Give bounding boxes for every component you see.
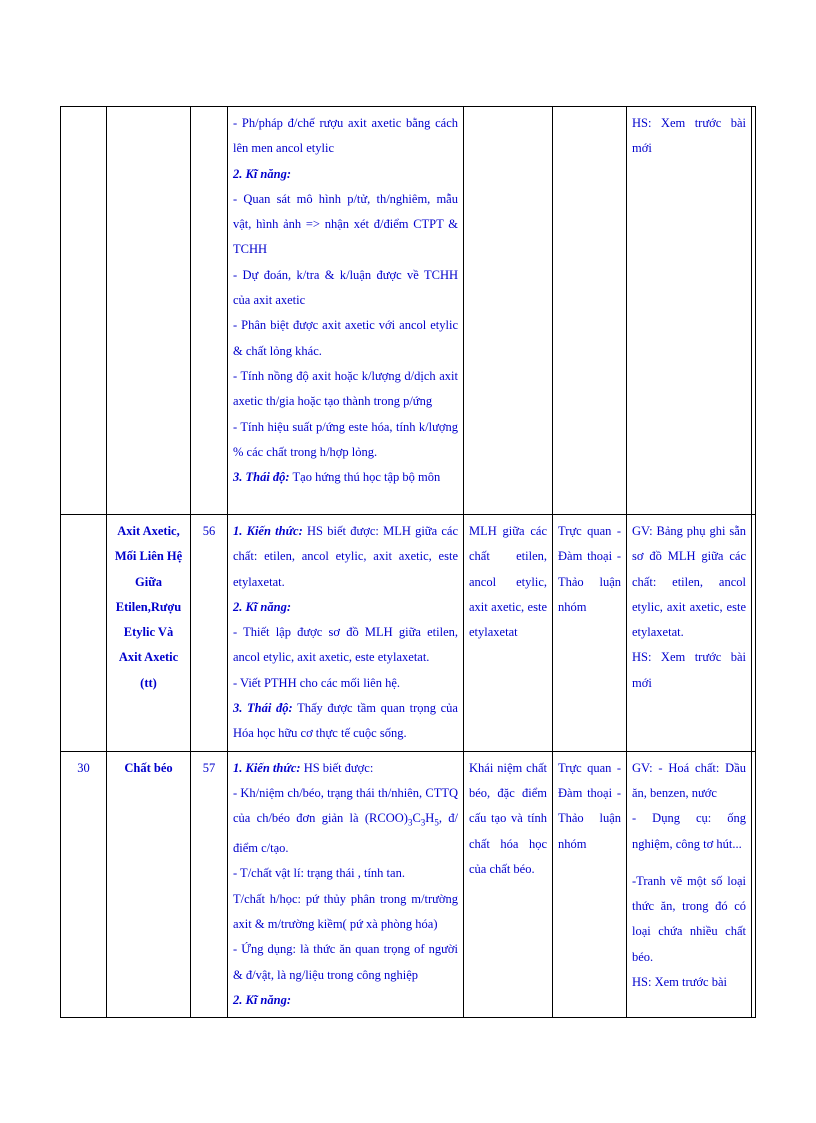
objective-line: - Tính hiệu suất p/ứng este hóa, tính k/lượng % các chất trong h/hợp lỏng.	[233, 419, 458, 459]
method-cell: Trực quan - Đàm thoại - Thảo luận nhóm	[553, 751, 627, 1017]
formula-subscript: 3	[420, 817, 426, 828]
attitude-line	[233, 696, 458, 747]
formula-subscript: 5	[434, 817, 439, 828]
lesson-name-cell	[107, 107, 191, 515]
lesson-number-cell	[191, 107, 228, 515]
formula-part: , đ/điểm c/tạo.	[233, 811, 458, 856]
lesson-number-cell: 56	[191, 515, 228, 752]
objective-line: - T/chất vật lí: trạng thái , tính tan.	[233, 866, 405, 881]
note-cell	[752, 515, 756, 752]
table-row	[61, 107, 756, 515]
objectives-cell	[228, 751, 464, 1017]
objectives-cell	[228, 515, 464, 752]
preparation-cell	[627, 515, 752, 752]
lesson-name-cell: Chất béo	[107, 751, 191, 1017]
table-row	[61, 515, 756, 752]
week-cell	[61, 107, 107, 515]
prep-line: GV: - Hoá chất: Dầu ăn, benzen, nước	[632, 760, 746, 800]
objective-line: - Ứng dụng: là thức ăn quan trọng of người & đ/vật, là ng/liệu trong công nghiệp	[233, 942, 458, 982]
week-cell: 30	[61, 751, 107, 1017]
skills-heading: 2. Kĩ năng:	[233, 166, 292, 181]
attitude-heading: 3. Thái độ:	[233, 701, 293, 716]
objective-line: - Ph/pháp đ/chế rượu axit axetic bằng cách lên men ancol etylic	[233, 116, 458, 156]
note-cell	[752, 751, 756, 1017]
lesson-number-cell: 57	[191, 751, 228, 1017]
prep-line: GV: Bảng phụ ghi sẵn sơ đồ MLH giữa các chất: etilen, ancol etylic, axit axetic, este etylaxetat.	[632, 524, 746, 640]
method-cell	[553, 107, 627, 515]
formula-part: - Kh/niệm ch/béo, trạng thái th/nhiên, CTTQ của ch/béo đơn giản là (RCOO)	[233, 785, 458, 826]
knowledge-heading: 1. Kiến thức:	[233, 524, 303, 538]
focus-cell	[464, 107, 553, 515]
skills-heading: 2. Kĩ năng:	[233, 599, 292, 614]
formula-part: H	[425, 811, 435, 826]
prep-line: - Dụng cụ: ống nghiệm, công tơ hút...	[632, 811, 746, 851]
week-cell	[61, 515, 107, 752]
note-cell	[752, 107, 756, 515]
attitude-text: Thấy được tầm quan trọng của Hóa học hữu cơ thực tế cuộc sống.	[233, 701, 458, 741]
method-cell: Trực quan - Đàm thoại - Thảo luận nhóm	[553, 515, 627, 752]
objective-line	[233, 781, 458, 861]
lesson-name-cell: Axit Axetic, Mối Liên Hệ Giữa Etilen,Rượu Etylic Và Axit Axetic (tt)	[107, 515, 191, 752]
attitude-heading: 3. Thái độ:	[233, 470, 290, 485]
objective-line: - Thiết lập được sơ đồ MLH giữa etilen, ancol etylic, axit axetic, este etylaxetat.	[233, 625, 458, 665]
objective-line: - Dự đoán, k/tra & k/luận được về TCHH của axit axetic	[233, 267, 458, 308]
attitude-line	[233, 465, 458, 490]
objective-line: - Viết PTHH cho các mối liên hệ.	[233, 675, 401, 690]
objective-line: - Phân biệt được axit axetic với ancol etylic & chất lỏng khác.	[233, 318, 458, 358]
attitude-text: Tạo hứng thú học tập bộ môn	[289, 470, 441, 485]
formula-part: C	[412, 811, 421, 826]
objective-line: - Quan sát mô hình p/tử, th/nghiêm, mẫu vật, hình ảnh => nhận xét đ/điểm CTPT & TCHH	[233, 191, 458, 257]
prep-line: HS: Xem trước bài	[632, 975, 727, 990]
prep-line: HS: Xem trước bài mới	[632, 116, 746, 156]
focus-cell: MLH giữa các chất etilen, ancol etylic, axit axetic, este etylaxetat	[464, 515, 553, 752]
knowledge-text: HS biết được: MLH giữa các chất: etilen, ancol etylic, axit axetic, este etylaxetat.	[233, 524, 458, 589]
prep-line: -Tranh vẽ một số loại thức ăn, trong đó có loại chứa nhiều chất béo.	[632, 873, 746, 964]
skills-heading: 2. Kĩ năng:	[233, 992, 292, 1007]
lesson-plan-table	[60, 106, 756, 1018]
knowledge-line	[233, 756, 458, 781]
objective-line: T/chất h/học: pứ thủy phân trong m/trường axit & m/trường kiềm( pứ xà phòng hóa)	[233, 891, 458, 931]
formula-subscript: 3	[407, 817, 413, 828]
objectives-cell	[228, 107, 464, 515]
prep-line: HS: Xem trước bài mới	[632, 650, 746, 690]
table-row	[61, 751, 756, 1017]
objective-line: - Tính nồng độ axit hoặc k/lượng d/dịch axit axetic th/gia hoặc tạo thành trong p/ứng	[233, 368, 458, 409]
knowledge-text: HS biết được:	[300, 760, 374, 775]
focus-cell: Khái niệm chất béo, đặc điểm cấu tạo và tính chất hóa học của chất béo.	[464, 751, 553, 1017]
knowledge-line	[233, 519, 458, 595]
preparation-cell	[627, 107, 752, 515]
knowledge-heading: 1. Kiến thức:	[233, 760, 301, 775]
preparation-cell	[627, 751, 752, 1017]
